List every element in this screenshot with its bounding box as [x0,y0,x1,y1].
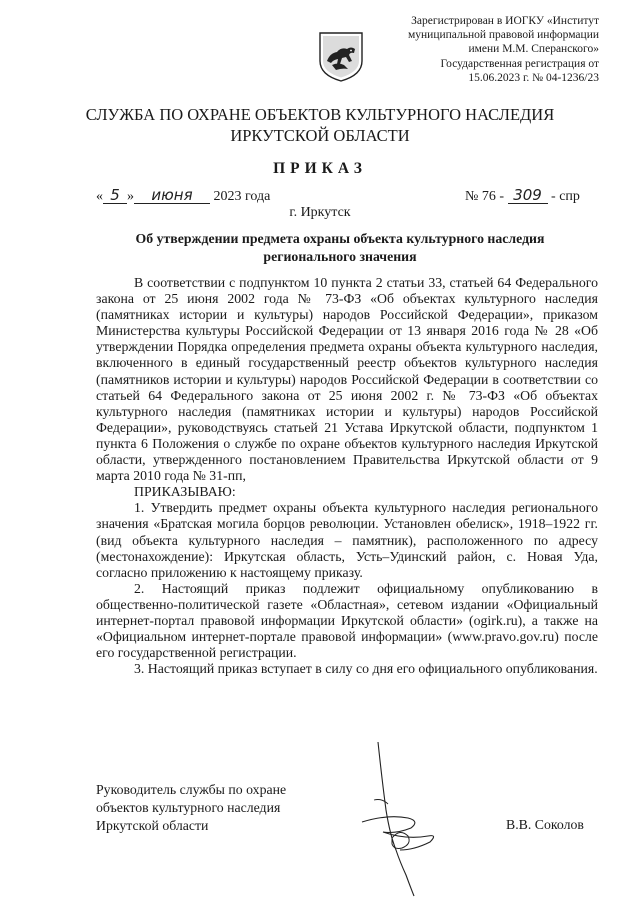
signature-position-line-3: Иркутской области [96,818,209,833]
handwritten-signature-icon [348,740,443,900]
stamp-line-5: 15.06.2023 г. № 04-1236/23 [468,71,599,84]
stamp-line-4: Государственная регистрация от [440,57,599,70]
signatory-name: В.В. Соколов [506,817,584,832]
registration-stamp [394,14,599,85]
stamp-line-1: Зарегистрирован в ИОГКУ «Институт [411,15,599,27]
organization-header [0,104,640,146]
item-1-paragraph: 1. Утвердить предмет охраны объекта культурного наследия регионального значения «Братская могила борцов революции. Установлен обелиск», 1918–1922 гг. (вид объекта культурного наследия – памятник), расположенного по адресу (местонахождение): Иркутская область, Усть–Удинский район, с. Новая Уда, согласно приложению к настоящему приказу. [96,500,598,580]
signature-position-line-2: объектов культурного наследия [96,800,281,815]
signature-position [96,781,286,835]
order-number-value: 309 [508,186,548,204]
organization-name-line-1: СЛУЖБА ПО ОХРАНЕ ОБЪЕКТОВ КУЛЬТУРНОГО НАСЛЕДИЯ [85,105,555,124]
preamble-paragraph: В соответствии с подпунктом 10 пункта 2 статьи 33, статьей 64 Федерального закона от 25 июня 2002 года № 73-ФЗ «Об объектах культурного наследия (памятниках истории и культуры) народов Российской Федерации», приказом Министерства культуры Российской Федерации от 13 января 2016 года № 28 «Об утверждении Порядка определения предмета охраны объекта культурного наследия, включенного в единый государственный реестр объектов культурного наследия (памятников истории и культуры) народов Российской Федерации в соответствии со статьей 64 Федерального закона от 25 июня 2002 г. № 73-ФЗ «Об объектах культурного наследия (памятниках истории и культуры) народов Российской Федерации», руководствуясь статьей 21 Устава Иркутской области, подпунктом 1 пункта 6 Положения о службе по охране объектов культурного наследия Иркутской области, утвержденного постановлением Правительства Иркутской области от 9 марта 2010 года № 31-пп, [96,275,598,484]
item-2-paragraph: 2. Настоящий приказ подлежит официальному опубликованию в общественно-политической газете «Областная», сетевом издании «Официальный интернет-портал правовой информации Иркутской области» (ogirk.ru), а также на «Официальном интернет-портале правовой информации» (www.pravo.gov.ru) после его государственной регистрации. [96,580,598,661]
item-3-paragraph: 3. Настоящий приказ вступает в силу со дня его официального опубликования. [134,661,598,677]
document-type: ПРИКАЗ [273,160,367,177]
order-number-prefix: № 76 - [465,189,505,204]
date-line [96,186,270,205]
organization-name-line-2: ИРКУТСКОЙ ОБЛАСТИ [230,126,410,145]
city: г. Иркутск [289,205,351,220]
coat-of-arms-icon [318,31,364,83]
document-title: Об утверждении предмета охраны объекта культурного наследия регионального значения [135,231,545,264]
date-quote-close: » [127,189,134,204]
signature-position-line-1: Руководитель службы по охране [96,782,287,797]
stamp-line-2: муниципальной правовой информации [407,29,599,42]
stamp-line-3: имени М.М. Сперанского» [468,43,599,56]
date-year: 2023 года [213,189,271,204]
date-day: 5 [103,186,127,204]
order-number-suffix: - спр [551,189,580,204]
order-word: ПРИКАЗЫВАЮ: [134,484,236,500]
date-month: июня [134,186,210,204]
order-number [465,186,580,205]
document-body [96,275,598,677]
date-quote-open: « [96,189,103,204]
